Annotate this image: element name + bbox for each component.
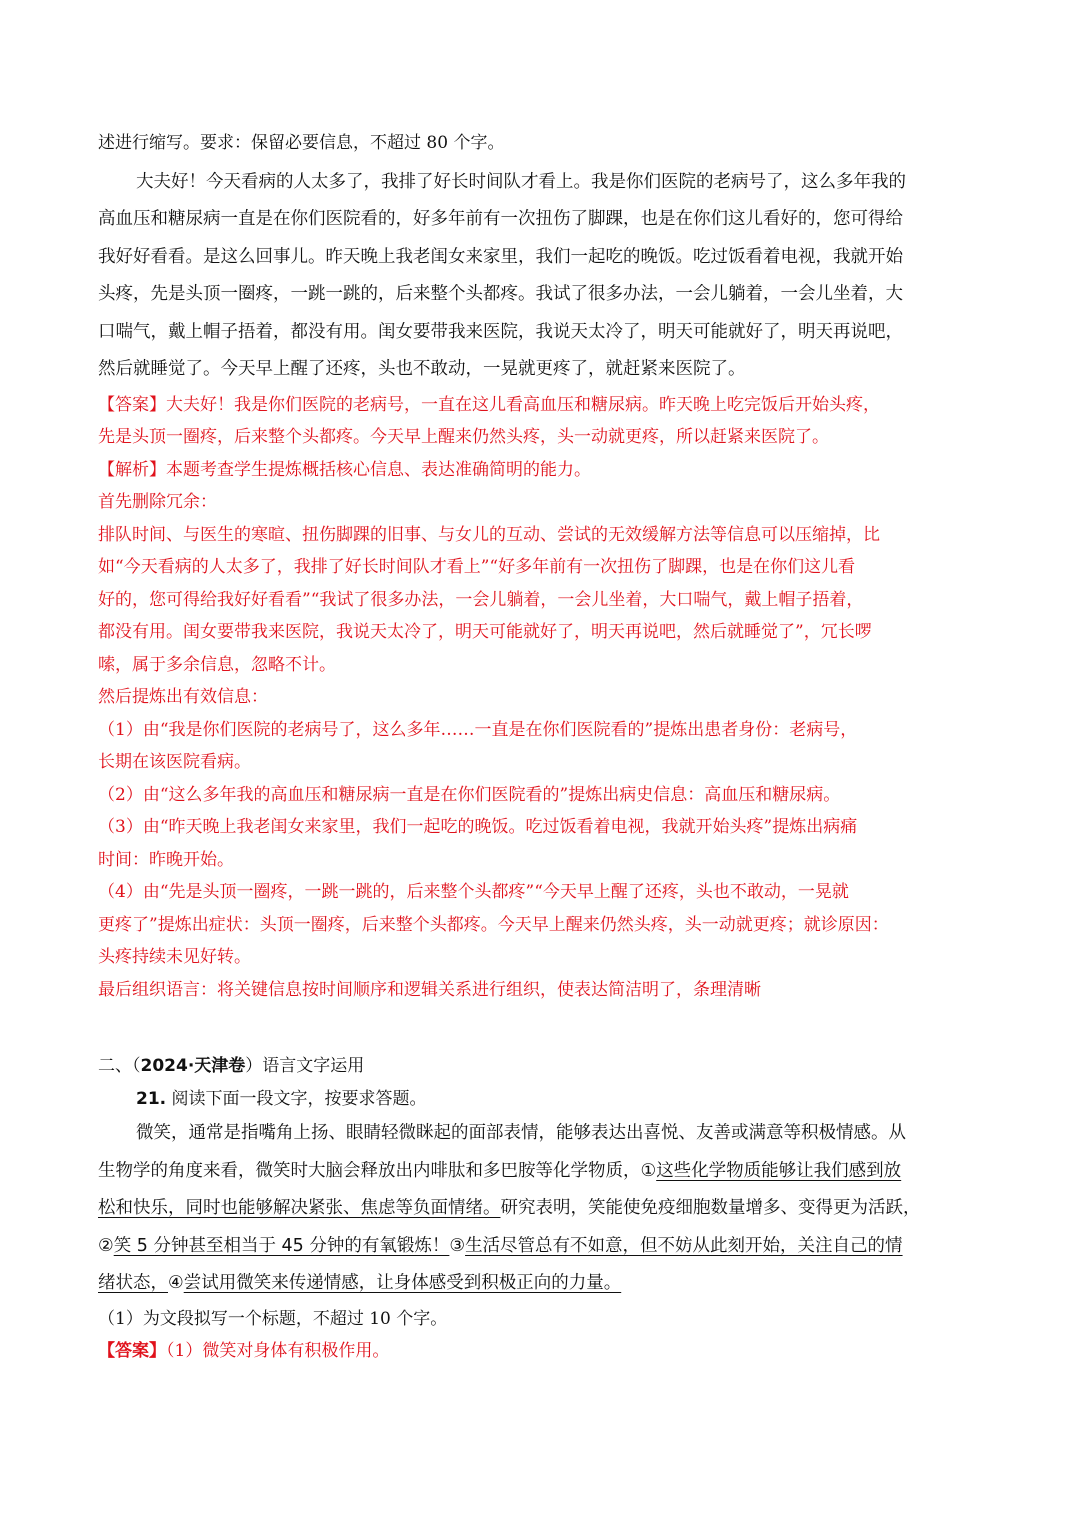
document-page xyxy=(98,127,988,1368)
analysis-line: （4）由“先是头顶一圈疼，一跳一跳的，后来整个头都疼”“今天早上醒了还疼，头也不敢动，一晃就 xyxy=(98,882,849,902)
analysis-line: 最后组织语言：将关键信息按时间顺序和逻辑关系进行组织，使表达简洁明了，条理清晰 xyxy=(98,979,761,1000)
analysis-line: 嗦，属于多余信息，忽略不计。 xyxy=(98,654,336,675)
passage-line: 高血压和糖尿病一直是在你们医院看的，好多年前有一次扭伤了脚踝，也是在你们这儿看好的，您可得给 xyxy=(98,209,903,229)
section-spacer xyxy=(98,1006,988,1050)
answer-block xyxy=(98,1335,988,1368)
analysis-line: 然后提炼出有效信息： xyxy=(98,687,268,707)
section-heading-source: 2024·天津卷 xyxy=(140,1056,246,1076)
answer-line: 先是头顶一圈疼，后来整个头都疼。今天早上醒来仍然头疼，头一动就更疼，所以赶紧来医院了。 xyxy=(98,427,829,447)
analysis-line: 长期在该医院看病。 xyxy=(98,752,251,772)
analysis-line: （1）由“我是你们医院的老病号了，这么多年……一直是在你们医院看的”提炼出患者身份：老病号， xyxy=(98,719,858,740)
question-text: 阅读下面一段文字，按要求答题。 xyxy=(166,1088,427,1109)
analysis-line: 如“今天看病的人太多了，我排了好长时间队才看上”“好多年前有一次扭伤了脚踝，也是在你们这儿看 xyxy=(98,557,856,577)
passage-line xyxy=(98,1265,988,1303)
passage-text: 研究表明，笑能使免疫细胞数量增多、变得更为活跃， xyxy=(500,1198,921,1218)
passage-line xyxy=(98,1228,988,1266)
passage-line: 我好好看看。是这么回事儿。昨天晚上我老闺女来家里，我们一起吃的晚饭。吃过饭看着电视，我就开始 xyxy=(98,246,903,267)
passage-line: 大夫好！今天看病的人太多了，我排了好长时间队才看上。我是你们医院的老病号了，这么多年我的 xyxy=(136,171,906,192)
section-heading-suffix: ）语言文字运用 xyxy=(245,1056,365,1076)
sentence-marker-2: ② xyxy=(98,1235,114,1256)
underlined-sentence-3: 生活尽管总有不如意，但不妨从此刻开始，关注自己的情 xyxy=(465,1235,903,1256)
analysis-line: 【解析】本题考查学生提炼概括核心信息、表达准确简明的能力。 xyxy=(98,459,591,480)
passage-line xyxy=(98,1190,988,1228)
analysis-line: 时间：昨晚开始。 xyxy=(98,849,234,870)
sub-question: （1）为文段拟写一个标题，不超过 10 个字。 xyxy=(98,1308,448,1329)
section-heading-prefix: 二、（ xyxy=(98,1056,141,1076)
sentence-marker-3: ③ xyxy=(449,1235,466,1256)
passage-line: 微笑，通常是指嘴角上扬、眼睛轻微眯起的面部表情，能够表达出喜悦、友善或满意等积极情感。从 xyxy=(136,1123,906,1143)
passage-line: 口喘气，戴上帽子捂着，都没有用。闺女要带我来医院，我说天太冷了，明天可能就好了，明天再说吧， xyxy=(98,321,903,342)
analysis-block xyxy=(98,454,988,1007)
answer-label: 【答案】 xyxy=(98,1341,166,1361)
answer-text: （1）微笑对身体有积极作用。 xyxy=(166,1341,390,1361)
underlined-sentence-1: 这些化学物质能够让我们感到放 xyxy=(656,1160,902,1181)
analysis-line: 排队时间、与医生的寒暄、扭伤脚踝的旧事、与女儿的互动、尝试的无效缓解方法等信息可以压缩掉，比 xyxy=(98,524,880,545)
answer-block xyxy=(98,389,988,454)
sentence-marker-4: ④ xyxy=(168,1273,184,1293)
underlined-sentence-3: 绪状态， xyxy=(98,1273,168,1293)
question-number: 21. xyxy=(136,1088,167,1109)
passage-line: 头疼，先是头顶一圈疼，一跳一跳的，后来整个头都疼。我试了很多办法，一会儿躺着，一会儿坐着，大 xyxy=(98,284,903,304)
passage-line xyxy=(98,1153,988,1191)
analysis-line: 更疼了”提炼出症状：头顶一圈疼，后来整个头都疼。今天早上醒来仍然头疼，头一动就更疼；就诊原因： xyxy=(98,914,889,935)
answer-line: 【答案】大夫好！我是你们医院的老病号，一直在这儿看高血压和糖尿病。昨天晚上吃完饭后开始头疼， xyxy=(98,394,880,415)
passage-text: 生物学的角度来看，微笑时大脑会释放出内啡肽和多巴胺等化学物质，① xyxy=(98,1160,657,1181)
passage-monologue xyxy=(98,164,988,389)
passage-smile xyxy=(98,1115,988,1303)
underlined-sentence-2: 笑 5 分钟甚至相当于 45 分钟的有氧锻炼！ xyxy=(113,1235,450,1256)
question-prompt xyxy=(98,1083,988,1116)
task-instruction: 述进行缩写。要求：保留必要信息，不超过 80 个字。 xyxy=(98,133,505,153)
underlined-sentence-4: 尝试用微笑来传递情感，让身体感受到积极正向的力量。 xyxy=(183,1273,622,1293)
analysis-line: （3）由“昨天晚上我老闺女来家里，我们一起吃的晚饭。吃过饭看着电视，我就开始头疼”提炼出病痛 xyxy=(98,817,858,837)
analysis-line: 都没有用。闺女要带我来医院，我说天太冷了，明天可能就好了，明天再说吧，然后就睡觉了”，冗长啰 xyxy=(98,622,872,642)
analysis-line: 好的，您可得给我好好看看”“我试了很多办法，一会儿躺着，一会儿坐着，大口喘气，戴上帽子捂着， xyxy=(98,589,864,610)
passage-line: 然后就睡觉了。今天早上醒了还疼，头也不敢动，一晃就更疼了，就赶紧来医院了。 xyxy=(98,359,746,379)
underlined-sentence-1: 松和快乐，同时也能够解决紧张、焦虑等负面情绪。 xyxy=(98,1198,501,1218)
analysis-line: （2）由“这么多年我的高血压和糖尿病一直是在你们医院看的”提炼出病史信息：高血压和糖尿病。 xyxy=(98,784,841,805)
analysis-line: 头疼持续未见好转。 xyxy=(98,947,251,967)
section-heading xyxy=(98,1050,988,1083)
analysis-line: 首先删除冗余： xyxy=(98,492,217,512)
